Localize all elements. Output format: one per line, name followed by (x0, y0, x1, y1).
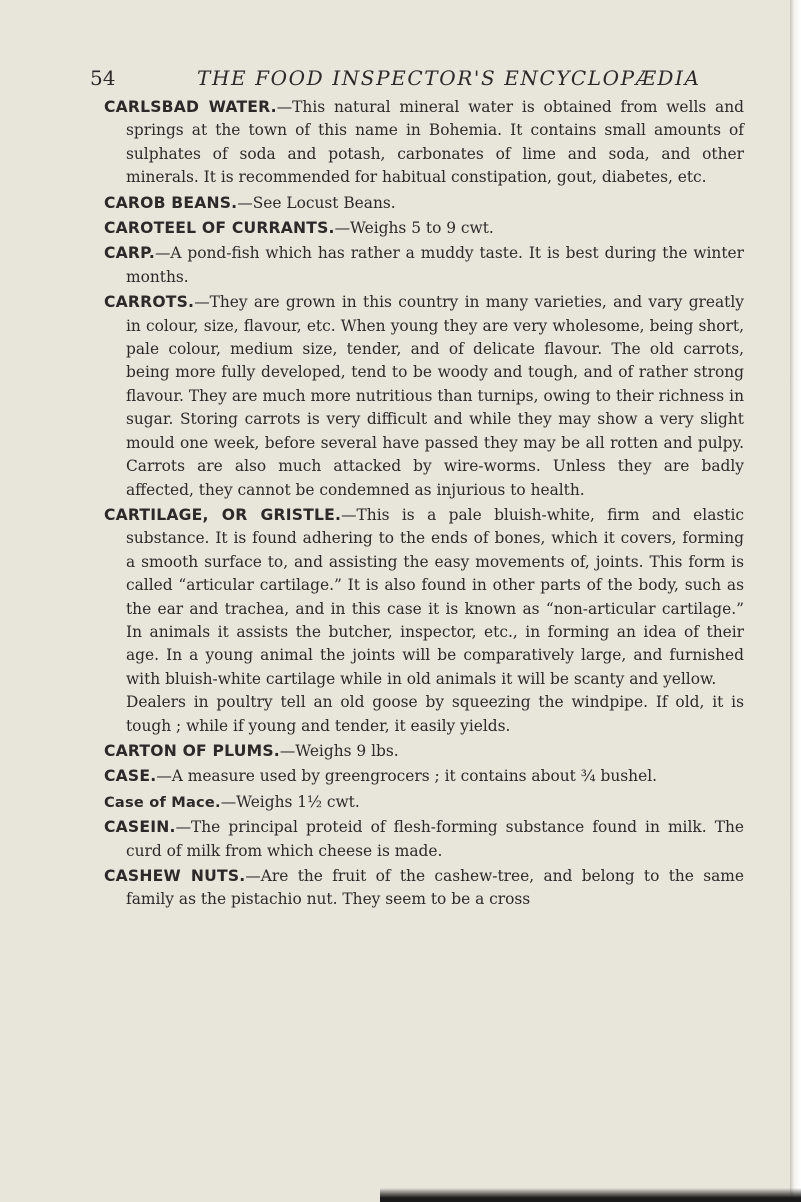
page-bottom-shadow (380, 1188, 801, 1202)
entry-carp (104, 242, 744, 289)
entry-carlsbad-water (104, 96, 744, 190)
page-header (90, 66, 750, 96)
entry-casein (104, 816, 744, 863)
entry-text: —This natural mineral water is obtained from wells and springs at the town of this name in Bohemia. It contains small amounts of sulphates of soda and potash, carbonates of lime and soda, and other minerals. It is recommended for habitual constipation, gout, diabetes, etc. (126, 98, 744, 187)
entry-headword: CARTON OF PLUMS. (104, 741, 280, 760)
entry-headword: CARLSBAD WATER. (104, 98, 277, 116)
entry-headword: Case of Mace. (104, 793, 221, 811)
entry-text: —Weighs 1½ cwt. (220, 792, 360, 811)
entry-headword: CASHEW NUTS. (104, 867, 246, 885)
entry-carton-of-plums (104, 740, 744, 763)
entry-text: —See Locust Beans. (237, 193, 396, 212)
entry-headword: CAROTEEL OF CURRANTS. (104, 219, 335, 238)
entry-caroteel-of-currants (104, 217, 744, 240)
entry-text: —Weighs 9 lbs. (279, 741, 399, 760)
entry-headword: CARTILAGE, OR GRISTLE. (104, 505, 342, 524)
entry-text: —The principal proteid of flesh-forming substance found in milk. The curd of milk from which cheese is made. (126, 818, 744, 860)
entry-text: —A measure used by greengrocers ; it contains about ¾ bushel. (156, 767, 658, 786)
entry-case (104, 765, 744, 788)
entry-text: Dealers in poultry tell an old goose by squeezing the windpipe. If old, it is tough ; while if young and tender, it easily yields. (126, 693, 744, 735)
page-edge (790, 0, 801, 1202)
entry-text: —Weighs 5 to 9 cwt. (334, 219, 494, 238)
page-number: 54 (90, 66, 116, 90)
entry-cashew-nuts (104, 865, 744, 912)
entry-text: —Are the fruit of the cashew-tree, and belong to the same family as the pistachio nut. They seem to be a cross (126, 867, 744, 909)
encyclopedia-entries (104, 96, 744, 914)
running-title: THE FOOD INSPECTOR'S ENCYCLOPÆDIA (197, 66, 701, 90)
entry-case-of-mace (104, 791, 744, 814)
entry-carob-beans (104, 192, 744, 215)
entry-cartilage-continued (104, 691, 744, 738)
entry-text: —A pond-fish which has rather a muddy taste. It is best during the winter months. (126, 244, 744, 286)
entry-text: —This is a pale bluish-white, firm and elastic substance. It is found adhering to the ends of bones, which it covers, forming a smooth surface to, and assisting the easy movements of, joints. This form is called “articular cartilage.” It is also found in other parts of the body, such as the ear and trachea, and in this case it is known as “non-articular cartilage.” In animals it assists the butcher, inspector, etc., in forming an idea of their age. In a young animal the joints will be comparatively large, and furnished with bluish-white cartilage while in old animals it will be scanty and yellow. (126, 505, 744, 688)
entry-headword: CASE. (104, 767, 157, 786)
entry-headword: CASEIN. (104, 818, 176, 837)
entry-text: —They are grown in this country in many varieties, and vary greatly in colour, size, flavour, etc. When young they are very wholesome, being short, pale colour, medium size, tender, and of delicate flavour. The old carrots, being more fully developed, tend to be woody and tough, and of rather strong flavour. They are much more nutritious than turnips, owing to their richness in sugar. Storing carrots is very difficult and while they may show a very slight mould one week, before several have passed they may be all rotten and pulpy. Carrots are also much attacked by wire-worms. Unless they are badly affected, they cannot be condemned as injurious to health. (126, 293, 744, 499)
entry-cartilage (104, 504, 744, 691)
entry-headword: CAROB BEANS. (104, 193, 238, 212)
entry-headword: CARROTS. (104, 293, 195, 312)
entry-headword: CARP. (104, 244, 156, 263)
entry-carrots (104, 291, 744, 502)
